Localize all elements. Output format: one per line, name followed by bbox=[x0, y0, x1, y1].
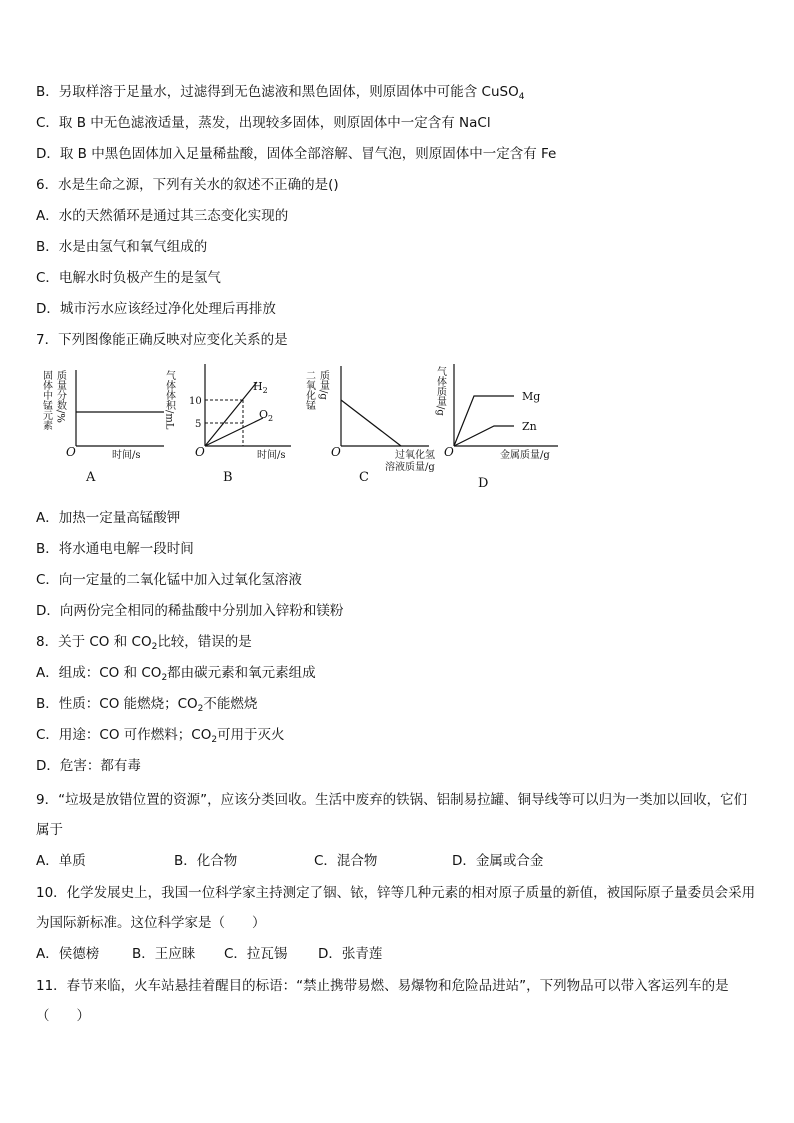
figure-b-tick-5: 5 bbox=[195, 419, 202, 430]
q8-option-b: B．性质：CO 能燃烧；$CO_2$不能燃烧 bbox=[36, 696, 258, 714]
figure-b-ylabel: 气体体积/mL bbox=[163, 370, 175, 430]
figure-b-graph bbox=[165, 362, 305, 490]
figure-b-tick-10: 10 bbox=[189, 396, 202, 407]
q11-stem: 11．春节来临，火车站悬挂着醒目的标语：“禁止携带易燃、易爆物和危险品进站”，下列物品可以带入客运列车的是（ ） bbox=[36, 978, 729, 1024]
figure-c-caption: C bbox=[359, 470, 369, 485]
q9-option-c: C．混合物 bbox=[314, 853, 378, 869]
figure-c-ylabel-right: 质量/g bbox=[317, 370, 329, 400]
q10-option-a: A．侯德榜 bbox=[36, 946, 100, 962]
q9-option-a: A．单质 bbox=[36, 853, 86, 869]
q5-option-d: D．取 B 中黑色固体加入足量稀盐酸，固体全部溶解、冒气泡，则原固体中一定含有 Fe bbox=[36, 146, 557, 162]
figure-c-xlabel-2: 溶液质量/g bbox=[385, 462, 435, 473]
figure-c-curve bbox=[341, 400, 401, 446]
figure-d-graph bbox=[434, 362, 578, 490]
q7-option-c: C．向一定量的二氧化锰中加入过氧化氢溶液 bbox=[36, 572, 302, 588]
q9-option-b: B．化合物 bbox=[174, 853, 238, 869]
figure-d bbox=[434, 362, 578, 494]
q6-option-d: D．城市污水应该经过净化处理后再排放 bbox=[36, 301, 276, 317]
figure-d-zn-label: Zn bbox=[522, 420, 537, 433]
figure-d-zn-line bbox=[454, 426, 514, 446]
figure-d-caption: D bbox=[478, 476, 489, 491]
q9-options bbox=[36, 851, 543, 871]
q6-option-a: A．水的天然循环是通过其三态变化实现的 bbox=[36, 208, 289, 224]
figure-b-caption: B bbox=[223, 470, 233, 485]
figure-a-graph bbox=[40, 362, 170, 490]
q8-option-c: C．用途：CO 可作燃料；$CO_2$可用于灭火 bbox=[36, 727, 285, 745]
q7-option-d: D．向两份完全相同的稀盐酸中分别加入锌粉和镁粉 bbox=[36, 603, 344, 619]
figure-d-xlabel: 金属质量/g bbox=[500, 450, 550, 461]
figure-d-mg-label: Mg bbox=[522, 390, 541, 403]
figure-b-h2-label: $H_2$ bbox=[253, 380, 268, 395]
figure-d-origin: O bbox=[444, 445, 454, 459]
q8-option-d: D．危害：都有毒 bbox=[36, 758, 141, 774]
q9-option-d: D．金属或合金 bbox=[452, 853, 544, 869]
figure-b-o2-label: $O_2$ bbox=[259, 408, 274, 423]
q7-stem: 7．下列图像能正确反映对应变化关系的是 bbox=[36, 332, 288, 348]
q8-stem: 8．关于 CO 和 $CO_2$比较，错误的是 bbox=[36, 634, 252, 652]
figure-a bbox=[40, 362, 170, 494]
q8-option-a: A．组成：CO 和 $CO_2$都由碳元素和氧元素组成 bbox=[36, 665, 316, 683]
q7-option-a: A．加热一定量高锰酸钾 bbox=[36, 510, 181, 526]
figure-b bbox=[165, 362, 305, 494]
figure-c-xlabel-1: 过氧化氢 bbox=[395, 450, 435, 461]
figure-a-ylabel-left: 固体中锰元素 bbox=[40, 370, 52, 430]
q10-stem: 10．化学发展史上，我国一位科学家主持测定了铟、铱，锌等几种元素的相对原子质量的新值，被国际原子量委员会采用为国际新标准。这位科学家是（ ） bbox=[36, 885, 756, 931]
figure-d-mg-line bbox=[454, 396, 514, 446]
figure-b-o2-line bbox=[205, 418, 263, 446]
q5-option-b: B．另取样溶于足量水，过滤得到无色滤液和黑色固体，则原固体中可能含 CuSO$_4$ bbox=[36, 84, 525, 102]
figure-b-h2-line bbox=[205, 382, 257, 446]
q6-option-c: C．电解水时负极产生的是氢气 bbox=[36, 270, 221, 286]
figure-a-origin: O bbox=[66, 445, 76, 459]
q10-option-c: C．拉瓦锡 bbox=[224, 946, 288, 962]
q6-stem: 6．水是生命之源，下列有关水的叙述不正确的是() bbox=[36, 177, 339, 193]
q10-options bbox=[36, 944, 382, 964]
q7-figures bbox=[40, 362, 580, 494]
q10-option-d: D．张青莲 bbox=[318, 946, 383, 962]
q10-option-b: B．王应睐 bbox=[132, 946, 196, 962]
q5-option-c: C．取 B 中无色滤液适量，蒸发，出现较多固体，则原固体中一定含有 NaCl bbox=[36, 115, 491, 131]
figure-a-ylabel-right: 质量分数/% bbox=[54, 370, 66, 423]
figure-c bbox=[305, 362, 445, 494]
figure-d-ylabel: 气体质量/g bbox=[434, 366, 446, 416]
q6-option-b: B．水是由氢气和氧气组成的 bbox=[36, 239, 208, 255]
figure-b-xlabel: 时间/s bbox=[257, 450, 286, 461]
figure-a-xlabel: 时间/s bbox=[112, 450, 141, 461]
figure-c-ylabel-left: 二氧化锰 bbox=[303, 370, 315, 410]
figure-c-graph bbox=[305, 362, 445, 490]
q7-option-b: B．将水通电电解一段时间 bbox=[36, 541, 194, 557]
figure-c-origin: O bbox=[331, 445, 341, 459]
figure-b-origin: O bbox=[195, 445, 205, 459]
figure-a-caption: A bbox=[86, 470, 96, 485]
q9-stem: 9．“垃圾是放错位置的资源”，应该分类回收。生活中废弃的铁锅、铝制易拉罐、铜导线等可以归为一类加以回收，它们属于 bbox=[36, 792, 748, 838]
